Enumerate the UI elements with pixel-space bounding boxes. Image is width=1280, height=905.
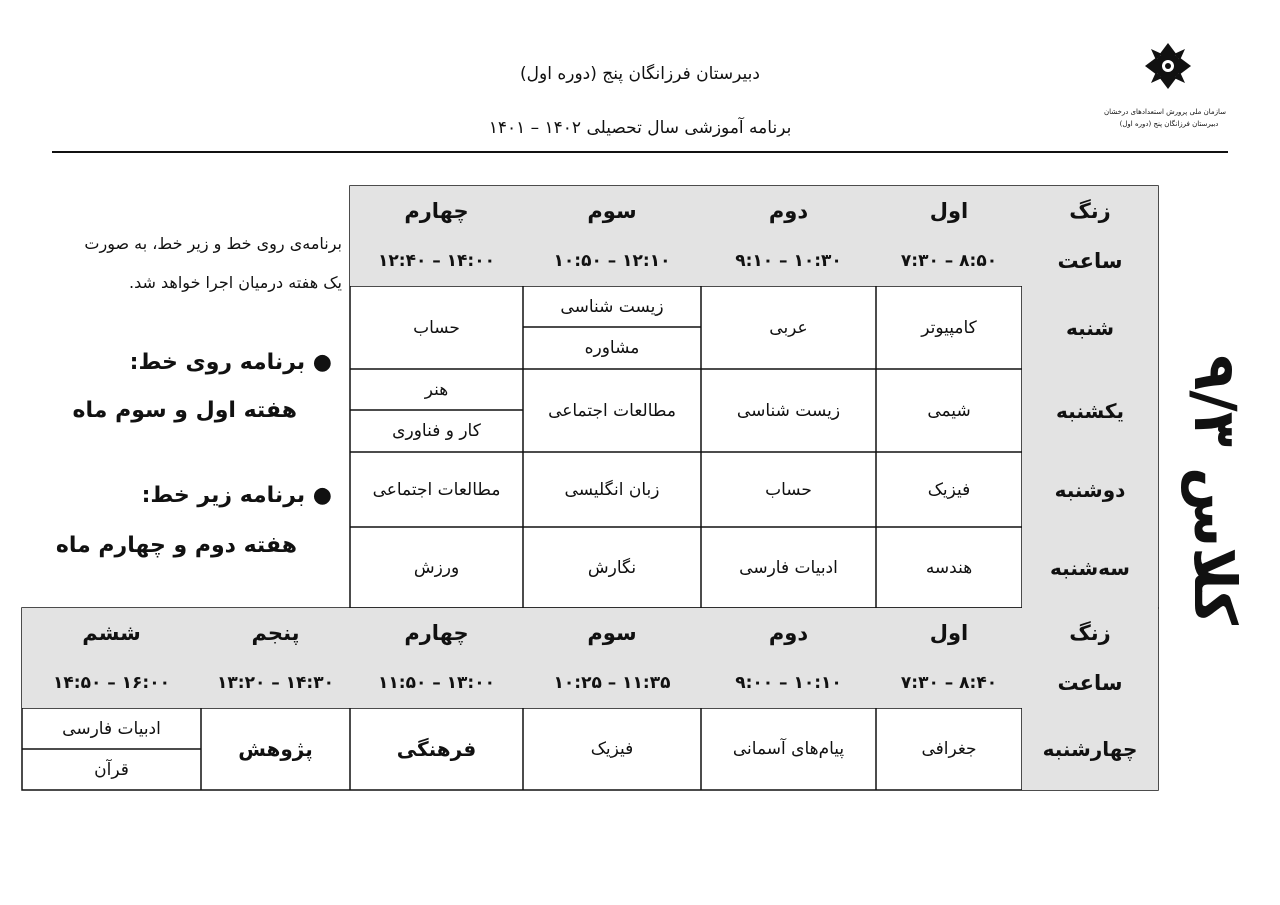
period-header: چهارم: [350, 186, 523, 236]
zang-header: زنگ: [1022, 608, 1158, 658]
period-header: پنجم: [201, 608, 350, 658]
saat-header: ساعت: [1022, 658, 1158, 708]
class-cell-below: قرآن: [94, 759, 129, 780]
class-cell-above: هنر: [424, 379, 449, 400]
logo-text-1: سازمان ملی پرورش استعدادهای درخشان: [1103, 108, 1226, 116]
period-time: ۷:۳۰ – ۸:۴۰: [876, 658, 1022, 708]
day-label: سه‌شنبه: [1022, 527, 1158, 608]
above-line-label: ● برنامه روی خط:: [129, 350, 332, 375]
period-time: ۱۲:۴۰ – ۱۴:۰۰: [350, 236, 523, 286]
below-line-label: ● برنامه زیر خط:: [141, 483, 332, 508]
class-cell-below: کار و فناوری: [392, 421, 481, 441]
period-header: دوم: [701, 608, 876, 658]
class-cell-above: زیست شناسی: [560, 296, 664, 317]
zang-header: زنگ: [1022, 186, 1158, 236]
class-cell: پیام‌های آسمانی: [732, 739, 845, 759]
class-cell: فرهنگی: [396, 737, 477, 761]
class-cell: فیزیک: [927, 479, 971, 500]
bullet-icon: ●: [305, 483, 332, 508]
class-cell: مطالعات اجتماعی: [548, 400, 676, 421]
saat-header: ساعت: [1022, 236, 1158, 286]
class-cell: نگارش: [587, 557, 637, 578]
period-header: دوم: [701, 186, 876, 236]
class-cell: زبان انگلیسی: [564, 479, 660, 500]
class-cell: کامپیوتر: [921, 317, 977, 338]
period-time: ۱۰:۲۵ – ۱۱:۳۵: [523, 658, 701, 708]
class-label: کلاس ۹/۳: [1181, 355, 1249, 625]
class-cell: زیست شناسی: [736, 400, 841, 421]
school-name: دبیرستان فرزانگان پنج (دوره اول): [520, 64, 760, 84]
period-header: سوم: [523, 608, 701, 658]
note-line-1: برنامه‌ی روی خط و زیر خط، به صورت: [84, 234, 342, 253]
period-time: ۷:۳۰ – ۸:۵۰: [876, 236, 1022, 286]
class-cell: مطالعات اجتماعی: [372, 479, 501, 500]
day-label: شنبه: [1022, 286, 1158, 369]
class-cell: حساب: [413, 317, 460, 338]
class-cell: عربی: [769, 317, 808, 338]
note-line-2: یک هفته درمیان اجرا خواهد شد.: [129, 273, 342, 292]
period-time: ۱۴:۵۰ – ۱۶:۰۰: [22, 658, 201, 708]
class-cell: شیمی: [927, 400, 971, 421]
day-label: دوشنبه: [1022, 452, 1158, 527]
period-time: ۱۳:۲۰ – ۱۴:۳۰: [201, 658, 350, 708]
period-header: چهارم: [350, 608, 523, 658]
day-label: یکشنبه: [1022, 369, 1158, 452]
class-cell: پژوهش: [238, 737, 313, 761]
class-cell: ورزش: [413, 557, 460, 578]
period-header: ششم: [22, 608, 201, 658]
day-label: چهارشنبه: [1022, 708, 1158, 790]
period-time: ۹:۰۰ – ۱۰:۱۰: [701, 658, 876, 708]
class-cell-above: ادبیات فارسی: [62, 718, 161, 739]
period-time: ۱۰:۵۰ – ۱۲:۱۰: [523, 236, 701, 286]
class-cell: حساب: [765, 479, 812, 500]
class-cell-below: مشاوره: [584, 338, 640, 358]
class-cell: هندسه: [925, 557, 973, 578]
period-time: ۱۱:۵۰ – ۱۳:۰۰: [350, 658, 523, 708]
logo-text-2: دبیرستان فرزانگان پنج (دوره اول): [1119, 120, 1219, 128]
above-line-weeks: هفته اول و سوم ماه: [72, 398, 297, 423]
period-header: سوم: [523, 186, 701, 236]
class-cell: فیزیک: [590, 739, 634, 759]
period-time: ۹:۱۰ – ۱۰:۳۰: [701, 236, 876, 286]
below-line-weeks: هفته دوم و چهارم ماه: [55, 533, 297, 558]
period-header: اول: [876, 608, 1022, 658]
class-cell: ادبیات فارسی: [739, 557, 838, 578]
class-cell: جغرافی: [921, 739, 977, 759]
period-header: اول: [876, 186, 1022, 236]
bullet-icon: ●: [305, 350, 332, 375]
document-subtitle: برنامه آموزشی سال تحصیلی ۱۴۰۲ – ۱۴۰۱: [488, 118, 792, 138]
